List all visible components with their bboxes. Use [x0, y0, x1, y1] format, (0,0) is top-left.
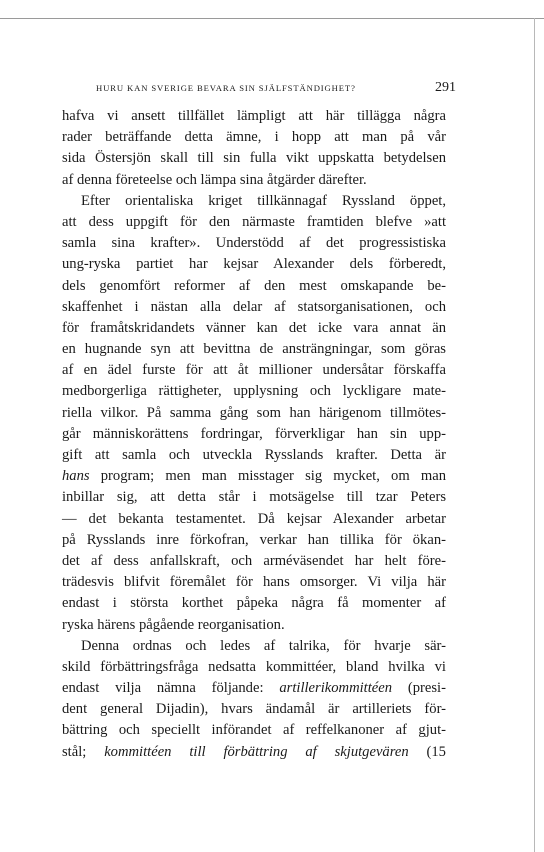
text-line: Denna ordnas och ledes af talrika, för hvarje sär-	[81, 637, 446, 654]
text-line: ryska härens pågående reorganisation.	[62, 616, 285, 633]
italic-segment: artillerikommittéen	[279, 680, 393, 697]
text-line: går människorättens fordringar, förverkligar han sin upp-	[62, 425, 446, 442]
text-line: på Rysslands inre förkofran, verkar han tillika för ökan-	[62, 531, 446, 548]
top-edge-rule	[0, 18, 544, 19]
text-line: af denna företeelse och lämpa sina åtgärder därefter.	[62, 171, 367, 188]
text-line: medborgerliga rättigheter, upplysning och lyckligare mate-	[62, 383, 446, 400]
text-line: samla sina krafter». Understödd af det progressistiska	[62, 235, 446, 252]
text-line: rader beträffande detta ämne, i hopp att man på vår	[62, 129, 446, 146]
italic-segment: hans	[62, 468, 90, 485]
text-line: en hugnande syn att bevittna de ansträngningar, som göras	[62, 341, 446, 358]
text-line: gift att samla och utveckla Rysslands krafter. Detta är	[62, 447, 446, 463]
text-line: ung-ryska partiet har kejsar Alexander dels förberedt,	[62, 256, 446, 273]
text-line: trädesvis blifvit föremålet för hans omsorger. Vi vilja här	[62, 574, 446, 591]
text-line: dent general Dijadin), hvars ändamål är artilleriets för-	[62, 701, 446, 718]
text-line	[62, 466, 446, 487]
text-line: Efter orientaliska kriget tillkännagaf Ryssland öppet,	[81, 192, 446, 209]
text-line: dels genomfört reformer af den mest omskapande be-	[62, 277, 446, 294]
body-text	[62, 106, 446, 763]
running-title: HURU KAN SVERIGE BEVARA SIN SJÄLFSTÄNDIGHET?	[96, 83, 356, 93]
text-line: bättring och speciellt införandet af reffelkanoner af gjut-	[62, 722, 446, 739]
text-line: att dess uppgift för den närmaste framtiden blefve »att	[62, 213, 446, 230]
text-segment: stål;	[62, 743, 105, 760]
text-segment: (15	[408, 743, 446, 760]
text-line: hafva vi ansett tillfället lämpligt att här tillägga några	[62, 108, 446, 124]
text-segment: program; men man misstager sig mycket, om man	[89, 468, 446, 485]
text-line: skaffenhet i nästan alla delar af statsorganisationen, och	[62, 298, 446, 315]
text-line: skild förbättringsfråga nedsatta kommittéer, bland hvilka vi	[62, 658, 446, 675]
text-line: endast i största korthet påpeka några få momenter af	[62, 595, 446, 612]
text-segment: (presi-	[392, 680, 446, 697]
text-line	[62, 678, 446, 699]
text-segment: endast vilja nämna följande:	[62, 680, 280, 697]
text-line: sida Östersjön skall till sin fulla vikt uppskatta betydelsen	[62, 150, 446, 167]
italic-segment: kommittéen till förbättring af skjutgevären	[104, 743, 409, 760]
running-header	[96, 80, 456, 96]
page-number: 291	[435, 80, 456, 95]
text-line: inbillar sig, att detta står i motsägelse till tzar Peters	[62, 489, 446, 506]
text-line	[62, 742, 446, 763]
text-line: för framåtskridandets vänner kan det icke vara annat än	[62, 319, 446, 336]
text-line: det af dess anfallskraft, och arméväsendet har helt före-	[62, 552, 446, 569]
text-line: af en ädel furste för att åt millioner undersåtar förskaffa	[62, 362, 446, 379]
text-line: — det bekanta testamentet. Då kejsar Alexander arbetar	[62, 510, 446, 527]
right-edge-rule	[534, 18, 535, 852]
text-line: riella vilkor. På samma gång som han härigenom tillmötes-	[62, 404, 446, 421]
